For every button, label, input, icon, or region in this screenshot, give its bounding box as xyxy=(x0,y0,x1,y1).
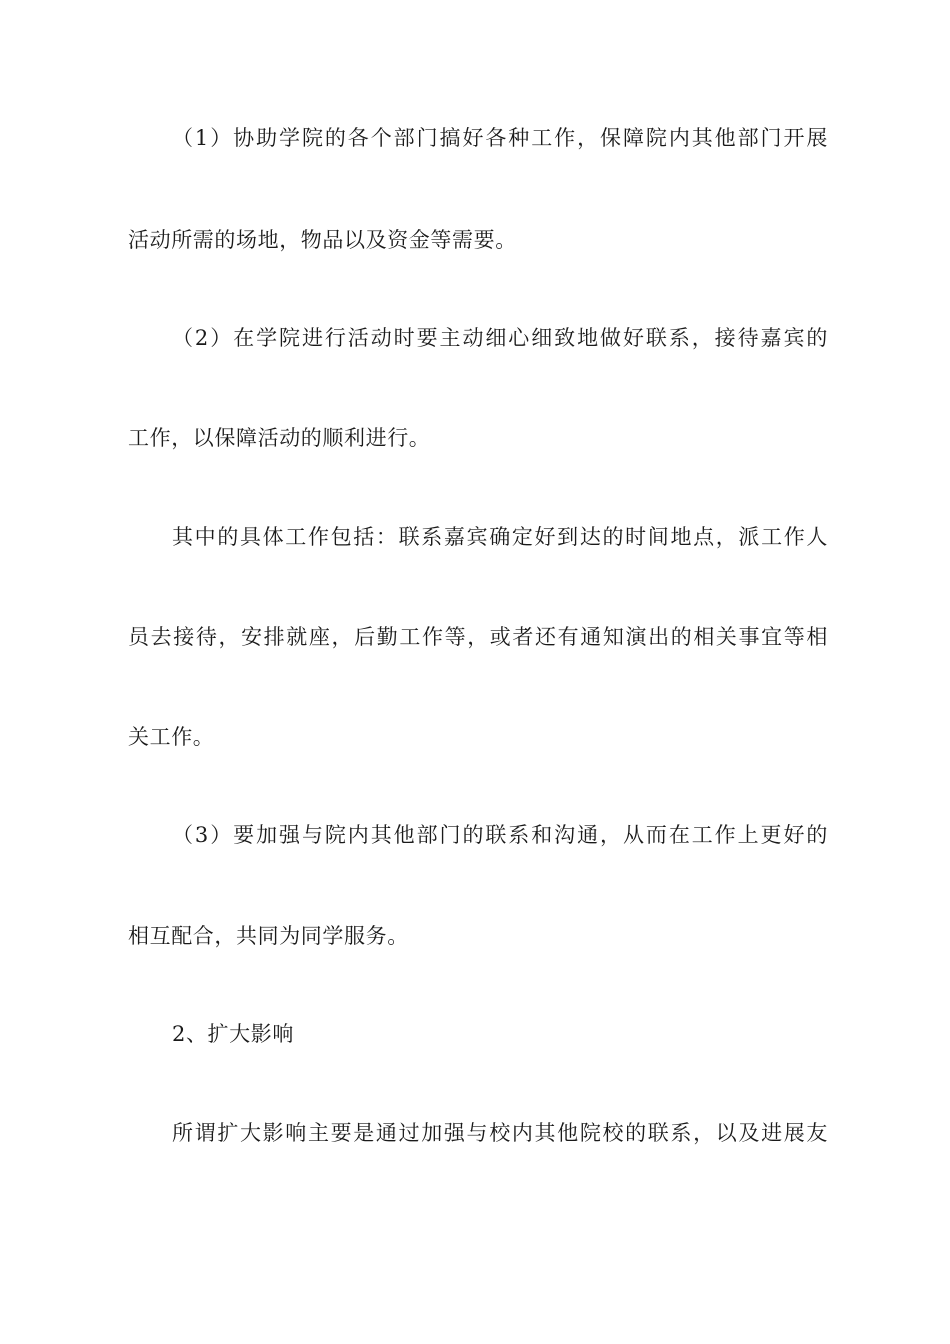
paragraph-3-line-3: 关工作。 xyxy=(128,725,215,749)
paragraph-2-line-2: 工作，以保障活动的顺利进行。 xyxy=(128,426,431,450)
paragraph-1-line-2: 活动所需的场地，物品以及资金等需要。 xyxy=(128,228,517,252)
paragraph-2-line-1: （2）在学院进行活动时要主动细心细致地做好联系，接待嘉宾的 xyxy=(172,326,828,350)
paragraph-4-line-2: 相互配合，共同为同学服务。 xyxy=(128,924,409,948)
section-heading: 2、扩大影响 xyxy=(172,1022,294,1046)
paragraph-4-line-1: （3）要加强与院内其他部门的联系和沟通，从而在工作上更好的 xyxy=(172,823,828,847)
paragraph-5-line-1: 所谓扩大影响主要是通过加强与校内其他院校的联系，以及进展友 xyxy=(172,1121,828,1145)
paragraph-3-line-2: 员去接待，安排就座，后勤工作等，或者还有通知演出的相关事宜等相 xyxy=(128,625,828,649)
paragraph-1-line-1: （1）协助学院的各个部门搞好各种工作，保障院内其他部门开展 xyxy=(172,126,828,150)
paragraph-3-line-1: 其中的具体工作包括：联系嘉宾确定好到达的时间地点，派工作人 xyxy=(172,525,828,549)
